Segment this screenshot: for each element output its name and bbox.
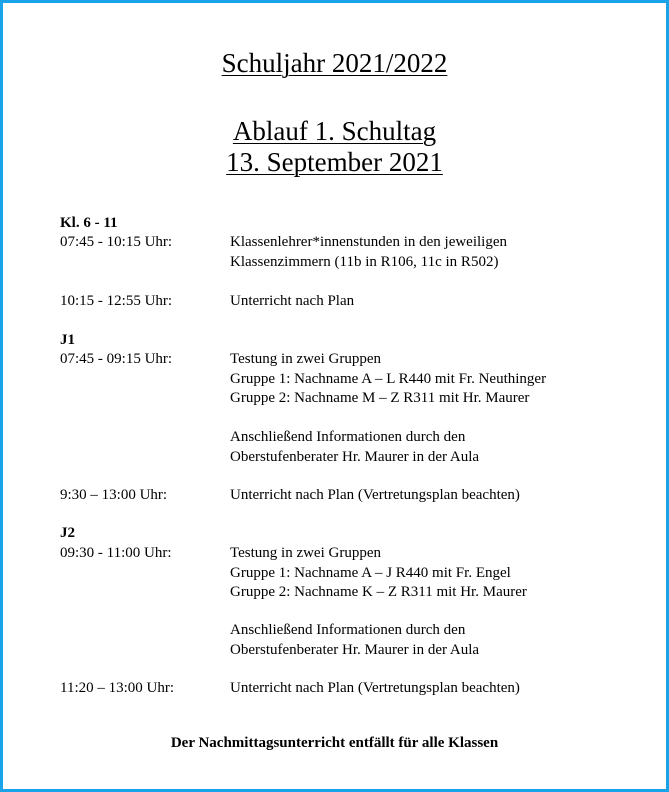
entry-time: 11:20 – 13:00 Uhr: [60,680,175,696]
note-line: Oberstufenberater Hr. Maurer in der Aula [230,641,480,658]
entry-time: 10:15 - 12:55 Uhr: [60,293,173,309]
entry-description [230,679,660,699]
entry-note [230,621,660,660]
section-label-kl-6-11: Kl. 6 - 11 [60,215,118,231]
entry-time: 07:45 - 10:15 Uhr: [60,234,173,250]
entry-time: 09:30 - 11:00 Uhr: [60,545,172,561]
school-year-heading: Schuljahr 2021/2022 [221,48,448,78]
entry-time: 07:45 - 09:15 Uhr: [60,351,173,367]
entry-line: Klassenlehrer*innenstunden in den jeweiligen [230,234,508,250]
entry-line: Unterricht nach Plan [230,293,355,309]
entry-note [230,428,660,467]
entry-line: Klassenzimmern (11b in R106, 11c in R502) [230,253,499,270]
page-title: Ablauf 1. Schultag [232,116,437,146]
entry-line: Gruppe 1: Nachname A – J R440 mit Fr. Engel [230,564,511,581]
note-line: Oberstufenberater Hr. Maurer in der Aula [230,448,480,465]
section-label-j1: J1 [60,332,75,348]
entry-line: Testung in zwei Gruppen [230,351,381,367]
entry-line: Testung in zwei Gruppen [230,545,381,561]
section-label-j2: J2 [60,525,75,541]
entry-time: 9:30 – 13:00 Uhr: [60,487,168,503]
entry-line: Gruppe 1: Nachname A – L R440 mit Fr. Neuthinger [230,370,547,387]
entry-line: Unterricht nach Plan (Vertretungsplan beachten) [230,487,520,503]
entry-line: Gruppe 2: Nachname K – Z R311 mit Hr. Maurer [230,584,527,600]
entry-line: Gruppe 2: Nachname M – Z R311 mit Hr. Maurer [230,390,530,406]
entry-description [230,233,660,272]
footer-note: Der Nachmittagsunterricht entfällt für alle Klassen [170,735,499,751]
entry-line: Unterricht nach Plan (Vertretungsplan beachten) [230,680,520,696]
entry-description [230,544,660,603]
note-line: Anschließend Informationen durch den [230,622,466,638]
date-heading: 13. September 2021 [226,147,443,177]
note-line: Anschließend Informationen durch den [230,429,466,445]
entry-description [230,292,660,312]
entry-description [230,486,660,506]
entry-description [230,350,660,409]
